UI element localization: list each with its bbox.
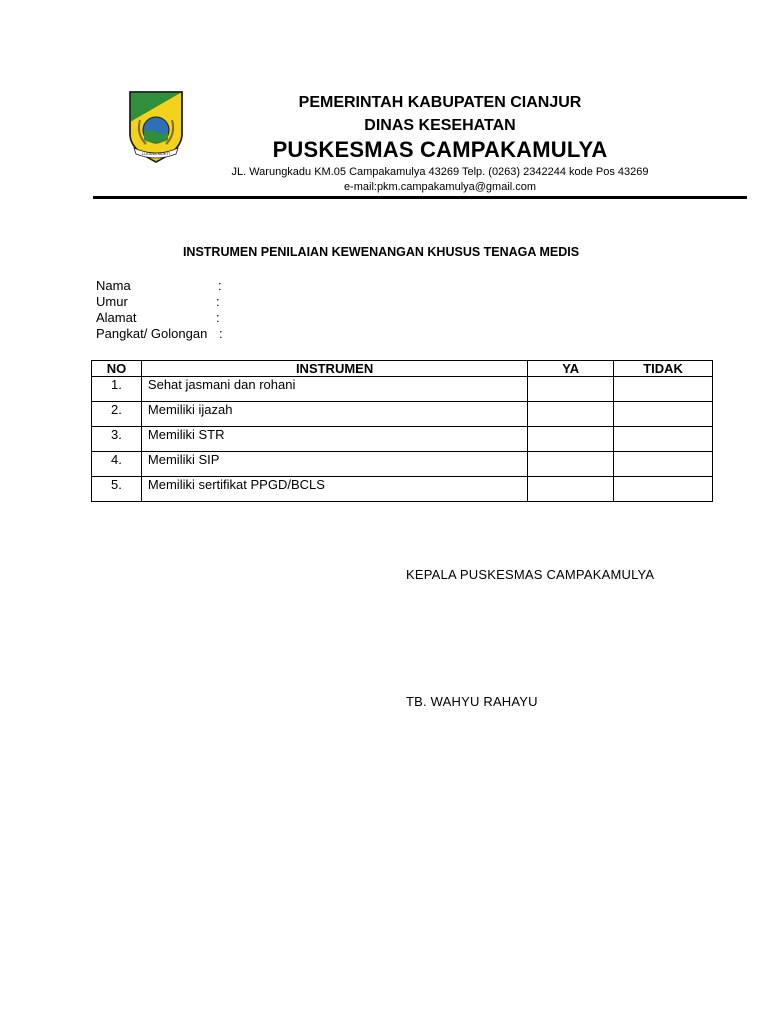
field-label-umur: Umur	[96, 294, 128, 309]
header-instrumen: INSTRUMEN	[141, 361, 527, 377]
table-row	[92, 427, 713, 452]
row-number: 3.	[92, 427, 142, 452]
signature-position: KEPALA PUSKESMAS CAMPAKAMULYA	[406, 567, 655, 582]
row-ya-cell[interactable]	[528, 477, 614, 502]
row-tidak-cell[interactable]	[614, 477, 713, 502]
row-ya-cell[interactable]	[528, 377, 614, 402]
row-instrument: Memiliki ijazah	[141, 402, 527, 427]
field-colon: :	[218, 278, 222, 293]
header-puskesmas-name: PUSKESMAS CAMPAKAMULYA	[272, 137, 608, 162]
header-department: DINAS KESEHATAN	[364, 117, 516, 134]
regency-emblem-logo	[126, 90, 186, 164]
field-label-pangkat-golongan: Pangkat/ Golongan	[96, 326, 208, 341]
row-number: 5.	[92, 477, 142, 502]
header-divider	[93, 196, 747, 199]
header-government: PEMERINTAH KABUPATEN CIANJUR	[298, 94, 582, 111]
header-ya: YA	[528, 361, 614, 377]
row-ya-cell[interactable]	[528, 452, 614, 477]
table-row	[92, 452, 713, 477]
field-label-alamat: Alamat	[96, 310, 137, 325]
table-row	[92, 377, 713, 402]
row-ya-cell[interactable]	[528, 402, 614, 427]
header-no: NO	[92, 361, 142, 377]
table-header-row	[92, 361, 713, 377]
row-number: 2.	[92, 402, 142, 427]
header-tidak: TIDAK	[614, 361, 713, 377]
field-colon: :	[216, 310, 220, 325]
assessment-table	[91, 360, 713, 502]
field-label-nama: Nama	[96, 278, 131, 293]
row-ya-cell[interactable]	[528, 427, 614, 452]
logo-motto: LUGINA MUKTI	[141, 151, 171, 156]
document-title: INSTRUMEN PENILAIAN KEWENANGAN KHUSUS TENAGA MEDIS	[182, 245, 580, 259]
row-tidak-cell[interactable]	[614, 402, 713, 427]
header-email: e-mail:pkm.campakamulya@gmail.com	[343, 181, 537, 193]
table-row	[92, 402, 713, 427]
table-row	[92, 477, 713, 502]
row-number: 4.	[92, 452, 142, 477]
header-address: JL. Warungkadu KM.05 Campakamulya 43269 Telp. (0263) 2342244 kode Pos 43269	[231, 166, 649, 178]
row-tidak-cell[interactable]	[614, 377, 713, 402]
row-instrument: Memiliki sertifikat PPGD/BCLS	[141, 477, 527, 502]
field-colon: :	[216, 294, 220, 309]
row-instrument: Memiliki SIP	[141, 452, 527, 477]
row-tidak-cell[interactable]	[614, 452, 713, 477]
row-tidak-cell[interactable]	[614, 427, 713, 452]
field-colon: :	[219, 326, 223, 341]
signature-name: TB. WAHYU RAHAYU	[406, 694, 538, 709]
row-number: 1.	[92, 377, 142, 402]
row-instrument: Sehat jasmani dan rohani	[141, 377, 527, 402]
row-instrument: Memiliki STR	[141, 427, 527, 452]
